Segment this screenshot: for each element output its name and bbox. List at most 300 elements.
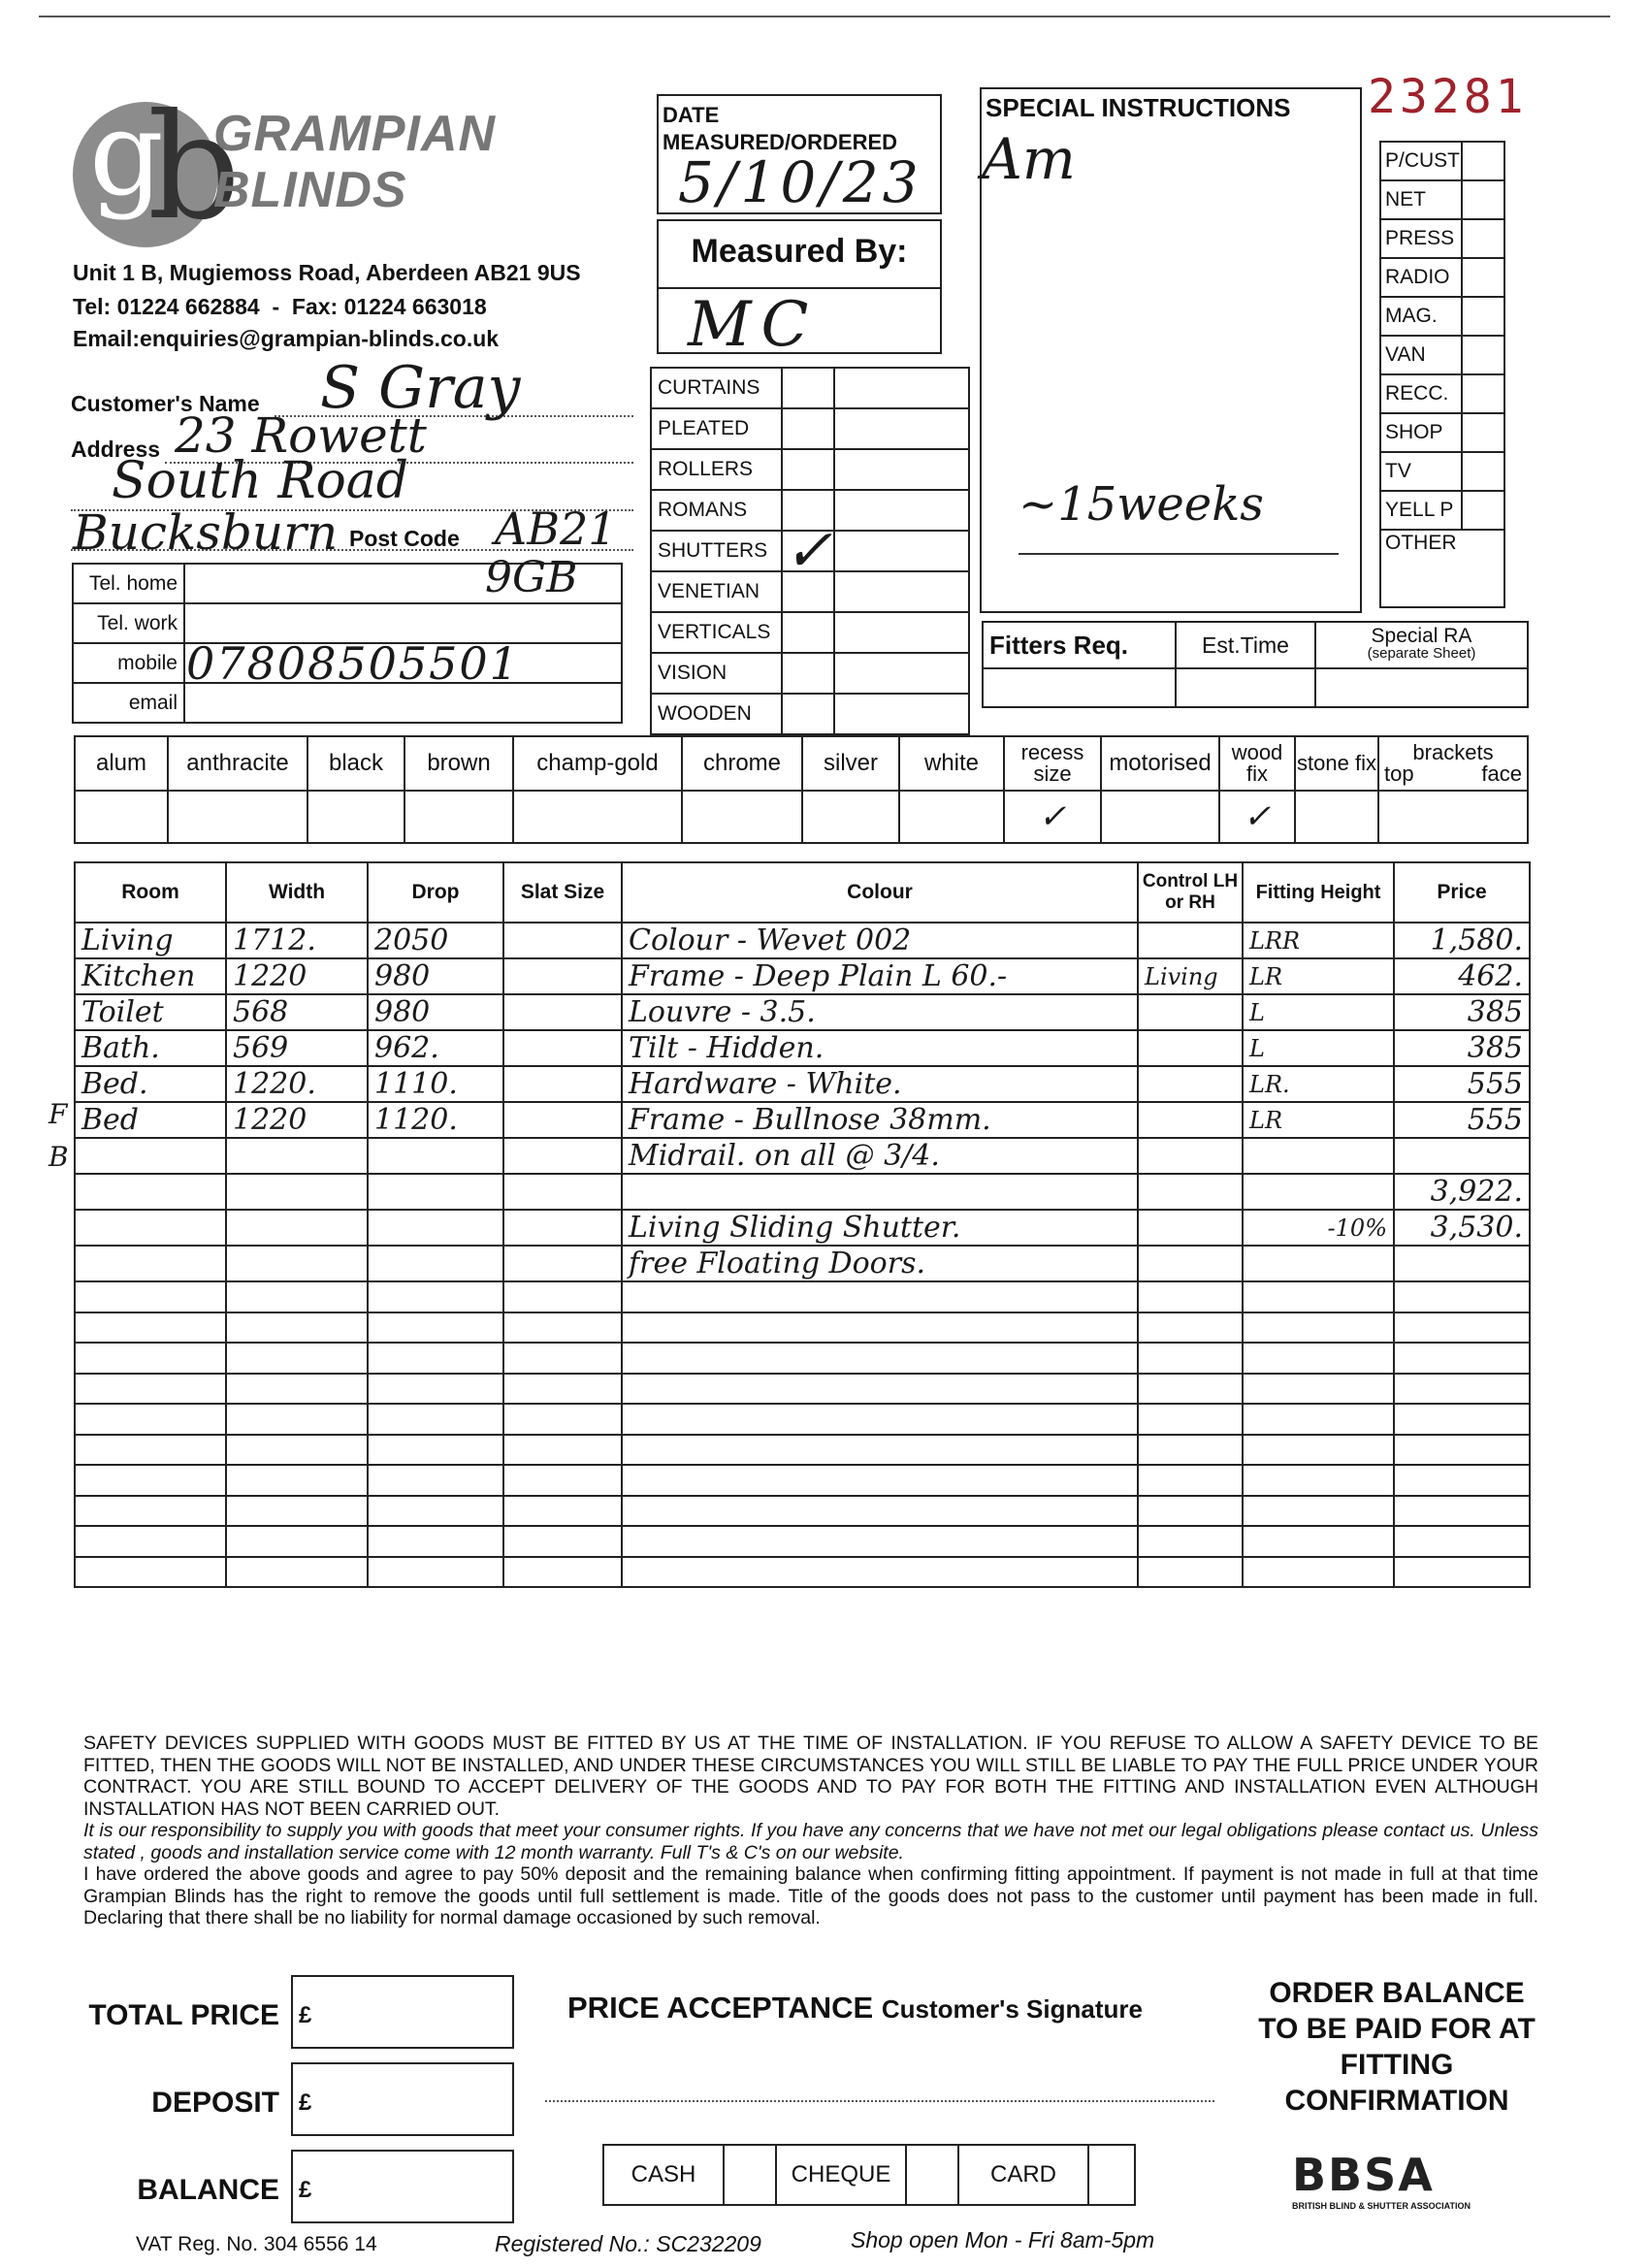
header-width: Width	[226, 862, 368, 923]
cell-colour[interactable]: Tilt - Hidden.	[622, 1030, 1138, 1066]
cell-colour[interactable]	[622, 1343, 1138, 1374]
cell-height[interactable]	[1243, 1557, 1394, 1588]
header-control: Control LH or RH	[1138, 862, 1243, 923]
customer-name-value: S Gray	[320, 354, 521, 422]
bbsa-logo-text: BBSA	[1292, 2149, 1435, 2201]
card-check[interactable]	[1088, 2145, 1135, 2205]
option-brown: brown	[404, 736, 513, 791]
terms	[83, 1733, 1538, 1929]
channel-label: MAG.	[1380, 297, 1462, 336]
cell-price[interactable]: 385	[1394, 994, 1530, 1030]
balance-field[interactable]: £	[291, 2150, 514, 2223]
option-check[interactable]	[168, 791, 307, 843]
cell-room[interactable]	[75, 1404, 226, 1435]
cell-width[interactable]	[226, 1174, 368, 1210]
table-row	[75, 994, 1530, 1030]
type-mark[interactable]	[782, 368, 834, 408]
cell-height[interactable]: LR	[1243, 1102, 1394, 1138]
cash-check[interactable]	[724, 2145, 776, 2205]
cell-price[interactable]: 385	[1394, 1030, 1530, 1066]
cell-room[interactable]	[75, 1246, 226, 1281]
type-extra	[834, 368, 969, 408]
cell-drop[interactable]	[368, 1210, 503, 1246]
type-label: WOODEN	[651, 694, 782, 734]
option-check[interactable]	[682, 791, 802, 843]
cell-room[interactable]	[75, 1465, 226, 1496]
cell-slat[interactable]	[503, 958, 622, 994]
cell-price[interactable]	[1394, 1435, 1530, 1466]
order-balance-note: ORDER BALANCE TO BE PAID FOR AT FITTING CONFIRMATION	[1258, 1977, 1536, 2117]
cell-height[interactable]: LRR	[1243, 923, 1394, 958]
cell-width[interactable]: 1220	[226, 1102, 368, 1138]
fitters-table	[982, 621, 1529, 708]
cell-width[interactable]	[226, 1404, 368, 1435]
cell-height[interactable]: -10%	[1243, 1210, 1394, 1246]
channel-check[interactable]	[1462, 413, 1504, 452]
channel-label: OTHER	[1380, 530, 1504, 607]
table-row	[75, 1312, 1530, 1344]
cell-room[interactable]	[75, 1435, 226, 1466]
cell-room[interactable]: Toilet	[75, 994, 226, 1030]
cell-slat[interactable]	[503, 1312, 622, 1344]
cell-room[interactable]: Kitchen	[75, 958, 226, 994]
cell-height[interactable]	[1243, 1496, 1394, 1527]
deposit-label: DEPOSIT	[151, 2087, 279, 2119]
cell-room[interactable]	[75, 1281, 226, 1312]
cell-control[interactable]	[1138, 1496, 1243, 1527]
cell-width[interactable]: 1220	[226, 958, 368, 994]
cell-colour[interactable]: Louvre - 3.5.	[622, 994, 1138, 1030]
cell-slat[interactable]	[503, 1557, 622, 1588]
cell-control[interactable]	[1138, 1312, 1243, 1344]
brackets-check[interactable]	[1378, 791, 1528, 843]
option-check[interactable]	[1101, 791, 1219, 843]
table-row	[75, 958, 1530, 994]
cell-drop[interactable]: 962.	[368, 1030, 503, 1066]
channel-label: RADIO	[1380, 258, 1462, 297]
cell-width[interactable]: 1712.	[226, 923, 368, 958]
cell-price[interactable]	[1394, 1343, 1530, 1374]
cell-width[interactable]	[226, 1435, 368, 1466]
table-row	[75, 1030, 1530, 1066]
tel-home-label: Tel. home	[73, 564, 184, 603]
cell-colour[interactable]: free Floating Doors.	[622, 1246, 1138, 1281]
cell-colour[interactable]: Midrail. on all @ 3/4.	[622, 1138, 1138, 1174]
special-instructions-label: SPECIAL INSTRUCTIONS	[986, 93, 1291, 122]
cell-colour[interactable]	[622, 1435, 1138, 1466]
cell-control[interactable]	[1138, 1066, 1243, 1102]
type-label: CURTAINS	[651, 368, 782, 408]
cell-width[interactable]	[226, 1281, 368, 1312]
channel-check[interactable]	[1462, 219, 1504, 258]
header-drop: Drop	[368, 862, 503, 923]
table-row	[75, 1102, 1530, 1138]
table-header	[75, 862, 1530, 923]
special-ra-note: (separate Sheet)	[1367, 645, 1476, 662]
cell-price[interactable]	[1394, 1138, 1530, 1174]
cell-colour[interactable]: Colour - Wevet 002	[622, 923, 1138, 958]
cell-colour[interactable]: Frame - Deep Plain L 60.-	[622, 958, 1138, 994]
cell-drop[interactable]	[368, 1343, 503, 1374]
cell-slat[interactable]	[503, 1066, 622, 1102]
cell-slat[interactable]	[503, 1435, 622, 1466]
type-extra	[834, 571, 969, 612]
cell-price[interactable]	[1394, 1526, 1530, 1557]
cell-height[interactable]	[1243, 1246, 1394, 1281]
row-prefix-f: F	[48, 1098, 68, 1130]
option-silver: silver	[802, 736, 899, 791]
cell-control[interactable]	[1138, 1210, 1243, 1246]
cell-price[interactable]	[1394, 1246, 1530, 1281]
cell-width[interactable]	[226, 1496, 368, 1527]
bbsa-logo	[1292, 2149, 1471, 2211]
cell-colour[interactable]: Frame - Bullnose 38mm.	[622, 1102, 1138, 1138]
option-white: white	[899, 736, 1004, 791]
cell-control[interactable]	[1138, 1526, 1243, 1557]
cell-colour[interactable]	[622, 1281, 1138, 1312]
cell-height[interactable]	[1243, 1174, 1394, 1210]
card-label: CARD	[958, 2145, 1088, 2205]
cell-price[interactable]: 555	[1394, 1102, 1530, 1138]
cell-slat[interactable]	[503, 1343, 622, 1374]
channel-check[interactable]	[1462, 336, 1504, 374]
cheque-check[interactable]	[906, 2145, 958, 2205]
cell-slat[interactable]	[503, 1465, 622, 1496]
cell-control[interactable]	[1138, 1174, 1243, 1210]
total-price-field[interactable]: £	[291, 1975, 514, 2049]
payment-table	[602, 2144, 1136, 2206]
channel-check[interactable]	[1462, 491, 1504, 530]
cell-height[interactable]: L	[1243, 994, 1394, 1030]
cell-height[interactable]	[1243, 1281, 1394, 1312]
cell-control[interactable]	[1138, 1030, 1243, 1066]
header-slat: Slat Size	[503, 862, 622, 923]
cell-colour[interactable]	[622, 1374, 1138, 1405]
special-ra-title: Special RA	[1371, 625, 1472, 647]
cell-price[interactable]: 1,580.	[1394, 923, 1530, 958]
table-row	[75, 1435, 1530, 1466]
cell-price[interactable]	[1394, 1312, 1530, 1344]
cell-slat[interactable]	[503, 1246, 622, 1281]
table-row	[75, 1246, 1530, 1281]
cell-height[interactable]: LR.	[1243, 1066, 1394, 1102]
cell-colour[interactable]	[622, 1557, 1138, 1588]
option-motorised: motorised	[1101, 736, 1219, 791]
channel-check[interactable]	[1462, 452, 1504, 491]
cell-slat[interactable]	[503, 1030, 622, 1066]
type-label: VENETIAN	[651, 571, 782, 612]
cell-slat[interactable]	[503, 1174, 622, 1210]
brackets-label: brackets	[1412, 740, 1494, 764]
type-row	[651, 694, 969, 734]
brackets-sub	[1380, 763, 1526, 785]
cell-width[interactable]	[226, 1343, 368, 1374]
channel-label: PRESS	[1380, 219, 1462, 258]
mobile-value: 07808505501	[184, 643, 622, 683]
cell-room[interactable]: Living	[75, 923, 226, 958]
cell-price[interactable]	[1394, 1465, 1530, 1496]
channel-label: VAN	[1380, 336, 1462, 374]
cell-room[interactable]: Bath.	[75, 1030, 226, 1066]
cell-colour[interactable]	[622, 1404, 1138, 1435]
cell-slat[interactable]	[503, 1210, 622, 1246]
type-row	[651, 612, 969, 653]
cell-control[interactable]	[1138, 1246, 1243, 1281]
cell-drop[interactable]	[368, 1138, 503, 1174]
vat-number: VAT Reg. No. 304 6556 14	[136, 2233, 377, 2255]
price-acceptance-label: PRICE ACCEPTANCE	[567, 1991, 874, 2025]
cell-colour[interactable]	[622, 1174, 1138, 1210]
type-extra	[834, 408, 969, 449]
cell-slat[interactable]	[503, 1138, 622, 1174]
cell-control[interactable]	[1138, 1281, 1243, 1312]
fitters-value[interactable]	[983, 668, 1176, 707]
measured-by-box	[657, 219, 942, 361]
channel-check[interactable]	[1462, 374, 1504, 413]
cell-drop[interactable]: 2050	[368, 923, 503, 958]
cell-height[interactable]	[1243, 1404, 1394, 1435]
type-mark[interactable]	[782, 408, 834, 449]
cell-height[interactable]	[1243, 1435, 1394, 1466]
cell-drop[interactable]	[368, 1526, 503, 1557]
cell-price[interactable]	[1394, 1281, 1530, 1312]
cell-slat[interactable]	[503, 1102, 622, 1138]
cell-room[interactable]	[75, 1138, 226, 1174]
cell-colour[interactable]	[622, 1312, 1138, 1344]
option-champ-gold: champ-gold	[513, 736, 682, 791]
cell-colour[interactable]: Hardware - White.	[622, 1066, 1138, 1102]
table-row	[75, 1210, 1530, 1246]
cell-drop[interactable]	[368, 1557, 503, 1588]
cell-width[interactable]	[226, 1526, 368, 1557]
cell-width[interactable]	[226, 1465, 368, 1496]
cell-slat[interactable]	[503, 1496, 622, 1527]
cell-room[interactable]	[75, 1312, 226, 1344]
channel-check[interactable]	[1462, 258, 1504, 297]
cell-drop[interactable]	[368, 1281, 503, 1312]
type-mark[interactable]: ✓	[784, 517, 833, 585]
brackets-face: face	[1481, 761, 1522, 786]
table-row	[75, 1374, 1530, 1405]
cell-drop[interactable]	[368, 1465, 503, 1496]
table-row	[75, 1066, 1530, 1102]
cell-drop[interactable]: 1110.	[368, 1066, 503, 1102]
cell-width[interactable]	[226, 1312, 368, 1344]
table-row	[75, 1343, 1530, 1374]
cell-drop[interactable]: 980	[368, 994, 503, 1030]
option-check[interactable]	[1295, 791, 1378, 843]
header-room: Room	[75, 862, 226, 923]
channel-table	[1379, 141, 1505, 608]
company-name-line1: GRAMPIAN	[213, 106, 497, 162]
blind-type-table	[650, 367, 970, 735]
shop-hours: Shop open Mon - Fri 8am-5pm	[851, 2227, 1155, 2252]
cell-width[interactable]	[226, 1138, 368, 1174]
option-check[interactable]	[802, 791, 899, 843]
cell-price[interactable]	[1394, 1374, 1530, 1405]
cell-drop[interactable]	[368, 1496, 503, 1527]
channel-check[interactable]	[1462, 297, 1504, 336]
cell-height[interactable]	[1243, 1465, 1394, 1496]
cell-slat[interactable]	[503, 1281, 622, 1312]
special-instructions-box	[980, 87, 1362, 613]
cell-control[interactable]	[1138, 1138, 1243, 1174]
cell-width[interactable]	[226, 1210, 368, 1246]
cell-control[interactable]	[1138, 1374, 1243, 1405]
cell-drop[interactable]: 1120.	[368, 1102, 503, 1138]
cell-width[interactable]: 1220.	[226, 1066, 368, 1102]
cell-control[interactable]	[1138, 1102, 1243, 1138]
cell-control[interactable]	[1138, 994, 1243, 1030]
cell-price[interactable]: 3,922.	[1394, 1174, 1530, 1210]
cell-slat[interactable]	[503, 923, 622, 958]
channel-check[interactable]	[1462, 180, 1504, 219]
cell-height[interactable]: LR	[1243, 958, 1394, 994]
cell-width[interactable]: 568	[226, 994, 368, 1030]
cell-height[interactable]	[1243, 1526, 1394, 1557]
special-instructions-value1: Am	[982, 126, 1076, 192]
registered-number: Registered No.: SC232209	[495, 2231, 761, 2256]
cell-control[interactable]: Living	[1138, 958, 1243, 994]
company-name-line2: BLINDS	[213, 162, 407, 218]
option-check[interactable]	[899, 791, 1004, 843]
cell-control[interactable]	[1138, 1404, 1243, 1435]
cell-slat[interactable]	[503, 1374, 622, 1405]
cell-height[interactable]	[1243, 1374, 1394, 1405]
measured-by-value: MC	[688, 289, 819, 361]
cell-slat[interactable]	[503, 994, 622, 1030]
type-label: ROMANS	[651, 490, 782, 531]
option-check[interactable]	[513, 791, 682, 843]
type-mark[interactable]	[782, 612, 834, 653]
type-mark[interactable]	[782, 694, 834, 734]
cell-control[interactable]	[1138, 1557, 1243, 1588]
cell-drop[interactable]	[368, 1246, 503, 1281]
cell-drop[interactable]	[368, 1404, 503, 1435]
table-row	[75, 1404, 1530, 1435]
option-stone-fix: stone fix	[1295, 736, 1378, 791]
deposit-field[interactable]: £	[291, 2062, 514, 2136]
special-ra-value[interactable]	[1315, 668, 1528, 707]
table-row	[75, 1138, 1530, 1174]
type-mark[interactable]	[782, 449, 834, 490]
cell-height[interactable]	[1243, 1138, 1394, 1174]
option-wood-fix: wood fix	[1219, 736, 1295, 791]
table-row	[75, 1174, 1530, 1210]
cell-room[interactable]	[75, 1210, 226, 1246]
option-check[interactable]	[307, 791, 404, 843]
cell-price[interactable]: 555	[1394, 1066, 1530, 1102]
cell-drop[interactable]	[368, 1312, 503, 1344]
cell-control[interactable]	[1138, 923, 1243, 958]
cell-width[interactable]: 569	[226, 1030, 368, 1066]
cell-control[interactable]	[1138, 1465, 1243, 1496]
option-anthracite: anthracite	[168, 736, 307, 791]
cell-control[interactable]	[1138, 1435, 1243, 1466]
cell-slat[interactable]	[503, 1526, 622, 1557]
channel-label: SHOP	[1380, 413, 1462, 452]
cheque-label: CHEQUE	[776, 2145, 906, 2205]
date-value: 5/10/23	[678, 149, 922, 215]
channel-check[interactable]	[1462, 142, 1504, 180]
type-row	[651, 408, 969, 449]
cell-drop[interactable]: 980	[368, 958, 503, 994]
cell-drop[interactable]	[368, 1174, 503, 1210]
type-row	[651, 449, 969, 490]
cell-room[interactable]	[75, 1343, 226, 1374]
type-extra	[834, 612, 969, 653]
company-email: Email:enquiries@grampian-blinds.co.uk	[73, 326, 500, 351]
cell-colour[interactable]	[622, 1526, 1138, 1557]
type-extra	[834, 449, 969, 490]
type-extra	[834, 531, 969, 571]
address-label: Address	[71, 437, 161, 462]
cell-width[interactable]	[226, 1374, 368, 1405]
cell-price[interactable]	[1394, 1496, 1530, 1527]
cell-room[interactable]	[75, 1374, 226, 1405]
type-extra	[834, 490, 969, 531]
cell-height[interactable]	[1243, 1312, 1394, 1344]
cell-width[interactable]	[226, 1557, 368, 1588]
cell-room[interactable]: Bed.	[75, 1066, 226, 1102]
type-extra	[834, 653, 969, 694]
cell-price[interactable]	[1394, 1557, 1530, 1588]
customer-name-label: Customer's Name	[71, 391, 260, 416]
cell-price[interactable]	[1394, 1404, 1530, 1435]
cell-room[interactable]	[75, 1174, 226, 1210]
cell-price[interactable]: 462.	[1394, 958, 1530, 994]
bbsa-caption: BRITISH BLIND & SHUTTER ASSOCIATION	[1292, 2201, 1471, 2211]
cell-control[interactable]	[1138, 1343, 1243, 1374]
header-price: Price	[1394, 862, 1530, 923]
cell-drop[interactable]	[368, 1374, 503, 1405]
type-row	[651, 531, 969, 571]
channel-label: RECC.	[1380, 374, 1462, 413]
table-row	[75, 923, 1530, 958]
cell-drop[interactable]	[368, 1435, 503, 1466]
cell-room[interactable]: Bed	[75, 1102, 226, 1138]
cell-price[interactable]: 3,530.	[1394, 1210, 1530, 1246]
logo-mark: g b	[89, 83, 242, 252]
price-acceptance	[567, 1991, 1143, 2025]
cell-height[interactable]	[1243, 1343, 1394, 1374]
email-label: email	[73, 683, 184, 723]
table-row	[75, 1281, 1530, 1312]
signature-line[interactable]	[545, 2100, 1214, 2102]
est-time-label: Est.Time	[1176, 622, 1315, 668]
recess-check[interactable]: ✓	[1004, 791, 1101, 843]
est-time-value[interactable]	[1176, 668, 1315, 707]
postcode-value1: AB21	[495, 502, 617, 555]
cell-room[interactable]	[75, 1526, 226, 1557]
company-phone: Tel: 01224 662884 - Fax: 01224 663018	[73, 294, 487, 319]
cell-width[interactable]	[226, 1246, 368, 1281]
cell-room[interactable]	[75, 1496, 226, 1527]
tel-work-label: Tel. work	[73, 603, 184, 643]
cell-colour[interactable]	[622, 1496, 1138, 1527]
cell-colour[interactable]: Living Sliding Shutter.	[622, 1210, 1138, 1246]
cell-slat[interactable]	[503, 1404, 622, 1435]
address-value3: Bucksburn	[73, 504, 339, 561]
wood-fix-check[interactable]: ✓	[1219, 791, 1295, 843]
cell-colour[interactable]	[622, 1465, 1138, 1496]
type-mark[interactable]	[782, 653, 834, 694]
cell-room[interactable]	[75, 1557, 226, 1588]
cell-height[interactable]: L	[1243, 1030, 1394, 1066]
option-check[interactable]	[75, 791, 168, 843]
option-black: black	[307, 736, 404, 791]
option-check[interactable]	[404, 791, 513, 843]
